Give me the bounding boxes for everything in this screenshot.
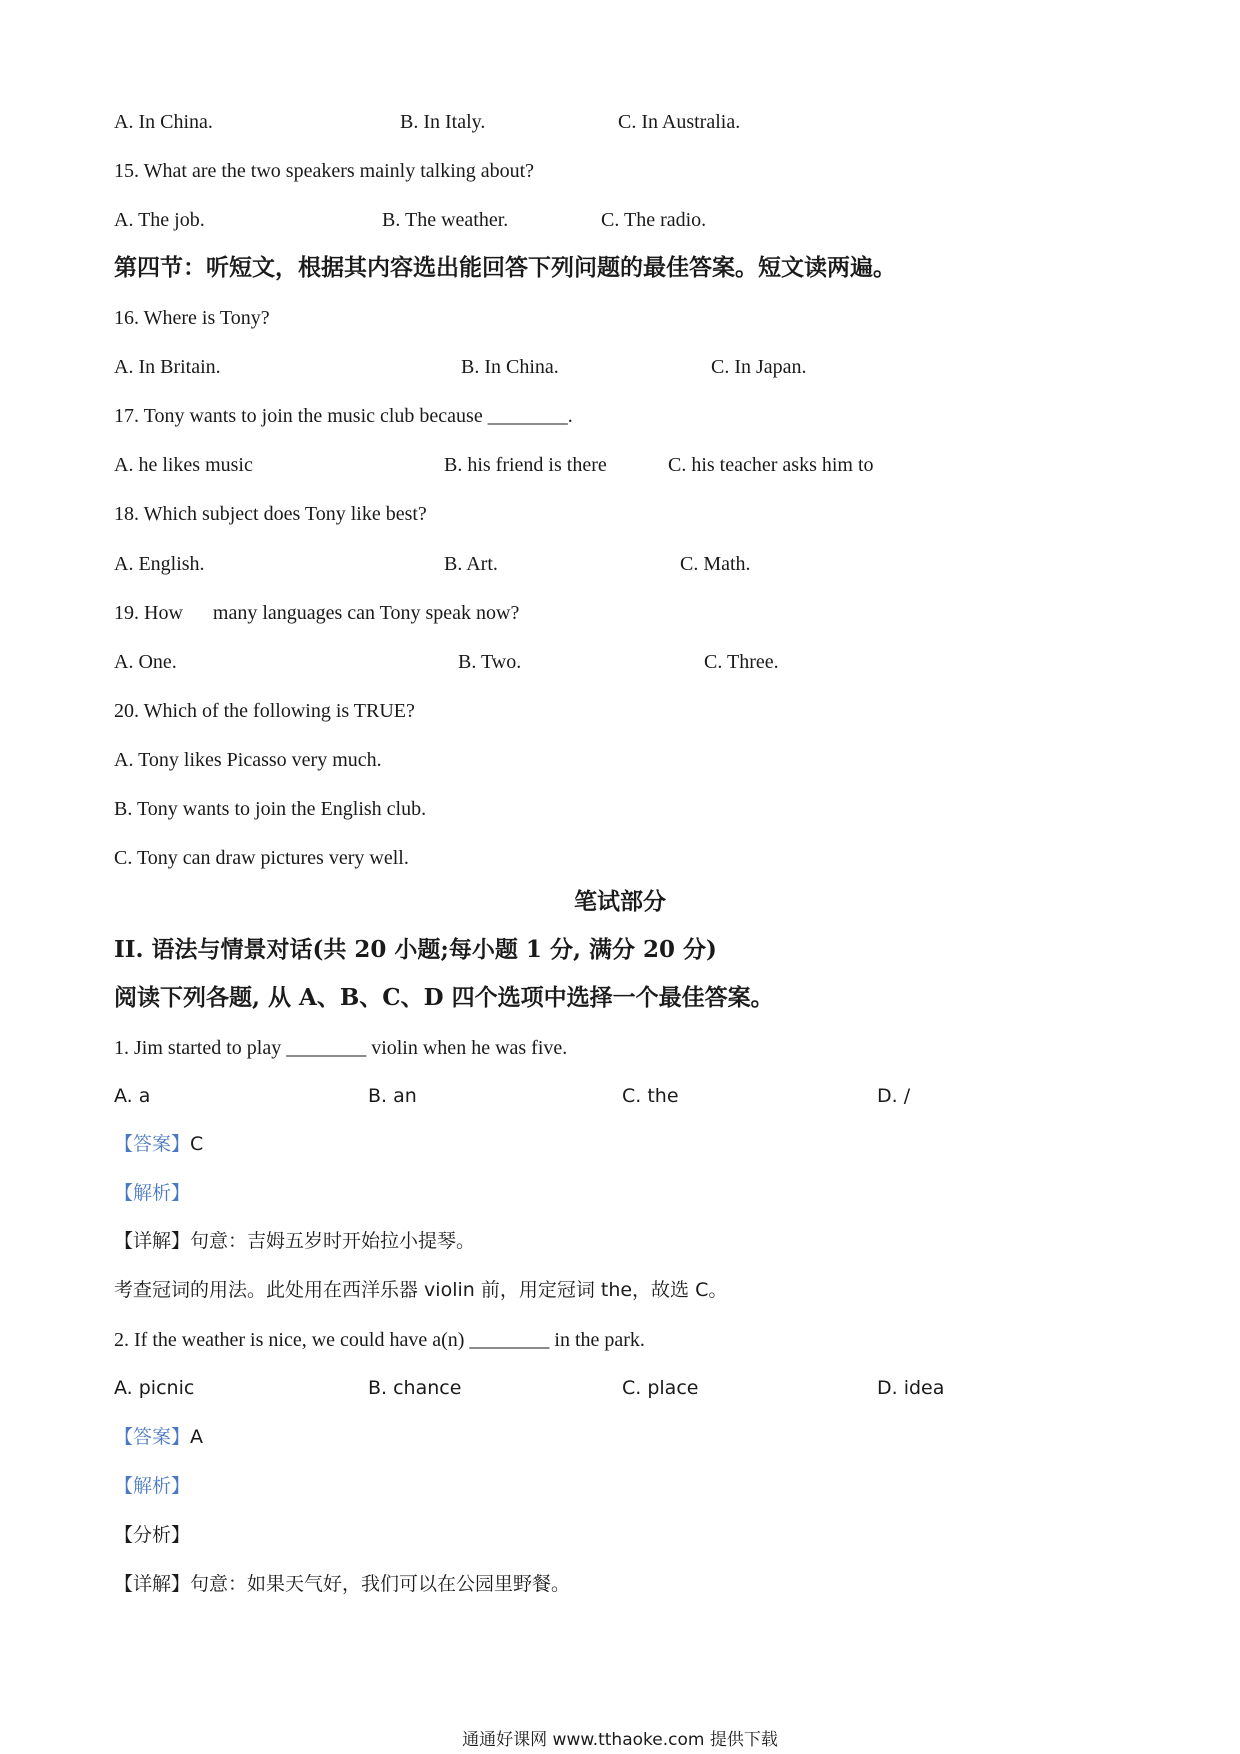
- g1-explain: 考查冠词的用法。此处用在西洋乐器 violin 前，用定冠词 the，故选 C。: [114, 1279, 728, 1301]
- g2-answer-value: A: [190, 1426, 204, 1448]
- q18-option-a: A. English.: [114, 553, 205, 575]
- g2-answer: [114, 1428, 203, 1447]
- q16-option-c: C. In Japan.: [711, 356, 807, 378]
- q18-option-b: B. Art.: [444, 553, 498, 575]
- q17-option-c: C. his teacher asks him to: [668, 454, 874, 476]
- g2-option-c: C. place: [622, 1377, 699, 1399]
- q17-stem: 17. Tony wants to join the music club because ________.: [114, 405, 573, 427]
- g2-fenxi: 【分析】: [114, 1524, 191, 1546]
- page-footer: 通通好课网 www.tthaoke.com 提供下载: [462, 1730, 778, 1750]
- q16-option-a: A. In Britain.: [114, 356, 221, 378]
- g2-option-b: B. chance: [368, 1377, 462, 1399]
- part2-heading: II. 语法与情景对话(共 20 小题;每小题 1 分, 满分 20 分): [114, 936, 717, 963]
- g1-option-b: B. an: [368, 1085, 417, 1107]
- q18-option-c: C. Math.: [680, 553, 751, 575]
- g1-option-a: A. a: [114, 1085, 151, 1107]
- q20-option-b: B. Tony wants to join the English club.: [114, 798, 427, 820]
- q16-stem: 16. Where is Tony?: [114, 307, 270, 329]
- q15-option-b: B. The weather.: [382, 209, 509, 231]
- g1-detail: 【详解】句意：吉姆五岁时开始拉小提琴。: [114, 1230, 476, 1252]
- g1-option-d: D. /: [877, 1085, 911, 1107]
- q19-option-a: A. One.: [114, 651, 177, 673]
- g1-answer-value: C: [190, 1133, 204, 1155]
- q17-option-b: B. his friend is there: [444, 454, 607, 476]
- q15-stem: 15. What are the two speakers mainly talking about?: [114, 160, 535, 182]
- g1-answer: [114, 1135, 203, 1154]
- q17-option-a: A. he likes music: [114, 454, 253, 476]
- q20-stem: 20. Which of the following is TRUE?: [114, 700, 415, 722]
- q14-option-a: A. In China.: [114, 111, 213, 133]
- q16-option-b: B. In China.: [461, 356, 559, 378]
- q14-option-b: B. In Italy.: [400, 111, 486, 133]
- q19-stem: 19. How many languages can Tony speak now?: [114, 602, 520, 624]
- g2-detail: 【详解】句意：如果天气好，我们可以在公园里野餐。: [114, 1573, 571, 1595]
- g1-analysis-label: 【解析】: [114, 1182, 191, 1204]
- q20-option-c: C. Tony can draw pictures very well.: [114, 847, 409, 869]
- section4-heading: 第四节：听短文，根据其内容选出能回答下列问题的最佳答案。短文读两遍。: [114, 254, 896, 281]
- g2-option-d: D. idea: [877, 1377, 945, 1399]
- part2-instruction: 阅读下列各题, 从 A、B、C、D 四个选项中选择一个最佳答案。: [114, 984, 774, 1011]
- g2-stem: 2. If the weather is nice, we could have a(n) ________ in the park.: [114, 1329, 645, 1351]
- q15-option-a: A. The job.: [114, 209, 205, 231]
- q19-option-b: B. Two.: [458, 651, 522, 673]
- g2-answer-label: 【答案】: [114, 1426, 191, 1448]
- g1-answer-label: 【答案】: [114, 1133, 191, 1155]
- g2-option-a: A. picnic: [114, 1377, 195, 1399]
- g2-analysis-label: 【解析】: [114, 1475, 191, 1497]
- written-part-title: 笔试部分: [574, 889, 666, 914]
- q15-option-c: C. The radio.: [601, 209, 707, 231]
- q18-stem: 18. Which subject does Tony like best?: [114, 503, 427, 525]
- g1-stem: 1. Jim started to play ________ violin when he was five.: [114, 1037, 568, 1059]
- g1-option-c: C. the: [622, 1085, 679, 1107]
- q19-option-c: C. Three.: [704, 651, 779, 673]
- q14-option-c: C. In Australia.: [618, 111, 741, 133]
- q20-option-a: A. Tony likes Picasso very much.: [114, 749, 382, 771]
